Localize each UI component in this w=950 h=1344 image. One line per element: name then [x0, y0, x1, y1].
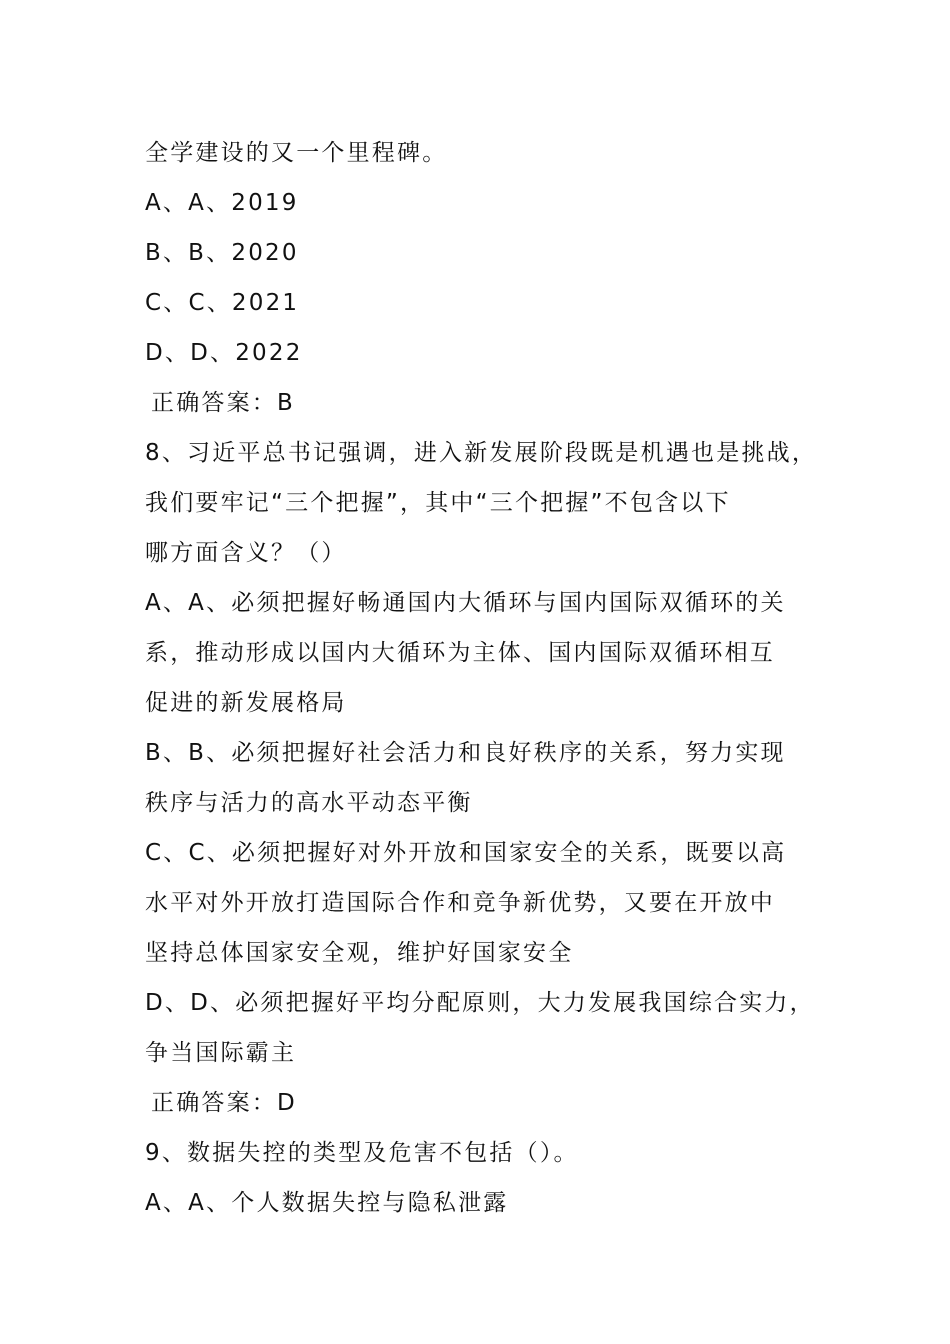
question-8-option-c-line-3: 坚持总体国家安全观，维护好国家安全: [145, 940, 574, 966]
question-8-option-a-line-1: A、A、必须把握好畅通国内大循环与国内国际双循环的关: [145, 590, 786, 616]
question-8-option-c-line-2: 水平对外开放打造国际合作和竞争新优势，又要在开放中: [145, 890, 775, 916]
question-9-stem: 9、数据失控的类型及危害不包括（）。: [145, 1140, 579, 1166]
question-8-option-c-line-1: C、C、必须把握好对外开放和国家安全的关系，既要以高: [145, 840, 787, 866]
question-8-answer: 正确答案：D: [151, 1090, 297, 1116]
question-8-option-d-line-1: D、D、必须把握好平均分配原则，大力发展我国综合实力，: [145, 990, 815, 1016]
question-8-option-b-line-1: B、B、必须把握好社会活力和良好秩序的关系，努力实现: [145, 740, 786, 766]
question-8-stem-line-3: 哪方面含义？（）: [145, 540, 347, 566]
question-8-option-a-line-3: 促进的新发展格局: [145, 690, 347, 716]
document-page: [145, 128, 845, 1228]
question-8-stem-line-1: 8、习近平总书记强调，进入新发展阶段既是机遇也是挑战，: [145, 440, 818, 466]
question-8-stem-line-2: 我们要牢记“三个把握”，其中“三个把握”不包含以下: [145, 490, 731, 516]
question-9-option-a: A、A、个人数据失控与隐私泄露: [145, 1190, 509, 1216]
question-7-stem-continuation: 全学建设的又一个里程碑。: [145, 140, 448, 166]
question-7-option-c: C、C、2021: [145, 290, 300, 316]
question-7-option-d: D、D、2022: [145, 340, 303, 366]
question-7-option-a: A、A、2019: [145, 190, 299, 216]
question-8-option-b-line-2: 秩序与活力的高水平动态平衡: [145, 790, 473, 816]
question-7-option-b: B、B、2020: [145, 240, 299, 266]
question-8-option-a-line-2: 系，推动形成以国内大循环为主体、国内国际双循环相互: [145, 640, 775, 666]
question-7-answer: 正确答案：B: [151, 390, 295, 416]
question-8-option-d-line-2: 争当国际霸主: [145, 1040, 297, 1066]
